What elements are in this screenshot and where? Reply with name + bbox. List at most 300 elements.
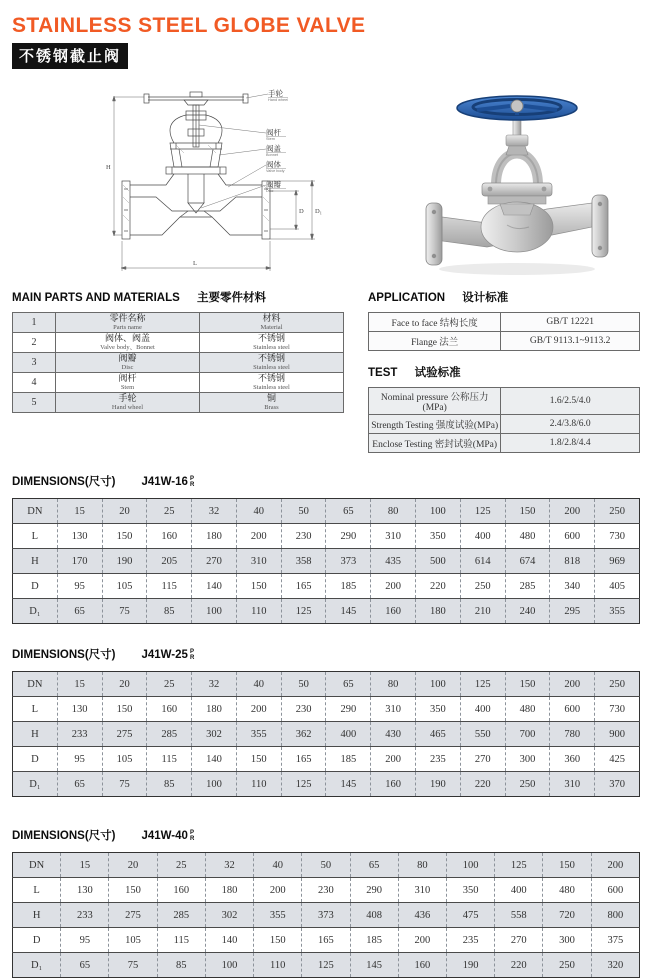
parts-table-body	[13, 313, 344, 413]
table-cell: 250	[460, 574, 505, 599]
table-cell: 360	[550, 747, 595, 772]
table-cell: 15	[61, 853, 109, 878]
table-cell: 250	[505, 772, 550, 797]
table-cell: 290	[326, 697, 371, 722]
table-cell: 600	[550, 697, 595, 722]
row-label-cell: D₁	[13, 953, 61, 978]
kv-value-cell: 2.4/3.8/6.0	[501, 415, 640, 434]
dimensions-heading-3	[12, 827, 640, 843]
table-row	[13, 499, 640, 524]
table-cell: 145	[326, 772, 371, 797]
table-cell: 145	[350, 953, 398, 978]
table-cell: 730	[595, 524, 640, 549]
parts-material-cell: 铜 Brass	[200, 393, 344, 413]
dim-label-H: H	[106, 164, 111, 171]
kv-value-cell: GB/T 9113.1~9113.2	[501, 332, 640, 351]
table-cell: 140	[192, 747, 237, 772]
table-cell: 125	[281, 772, 326, 797]
table-cell: 165	[281, 747, 326, 772]
row-label-cell: DN	[27, 678, 43, 690]
table-cell: 50	[281, 672, 326, 697]
table-cell: 150	[109, 878, 157, 903]
table-cell: 220	[460, 772, 505, 797]
table-cell: 115	[147, 747, 192, 772]
table-cell: 80	[371, 672, 416, 697]
row-label-cell: D	[13, 574, 58, 599]
table-row	[369, 415, 640, 434]
dim-label-D1: D₁	[315, 208, 322, 215]
table-cell: 50	[281, 499, 326, 524]
parts-material-cell: 材料 Material	[200, 313, 344, 333]
table-cell: 110	[254, 953, 302, 978]
kv-label-cell: Enclose Testing 密封试验(MPa)	[369, 434, 501, 453]
table-cell: 150	[254, 928, 302, 953]
page-title: STAINLESS STEEL GLOBE VALVE	[12, 14, 366, 37]
table-cell: 250	[595, 499, 640, 524]
table-cell: 310	[236, 549, 281, 574]
table-cell: 730	[595, 697, 640, 722]
table-cell: 200	[371, 747, 416, 772]
table-cell: 65	[326, 672, 371, 697]
dim-label-L: L	[193, 260, 197, 267]
table-cell: 150	[505, 499, 550, 524]
table-cell: 85	[157, 953, 205, 978]
table-cell: 310	[550, 772, 595, 797]
pr-suffix: P R	[189, 648, 195, 661]
row-label-cell: L	[13, 697, 58, 722]
dimensions-section-2	[12, 646, 640, 797]
drawing-part-labels	[266, 88, 288, 193]
table-cell: 180	[192, 524, 237, 549]
table-cell: 115	[147, 574, 192, 599]
table-cell: 125	[302, 953, 350, 978]
standards-section	[368, 289, 640, 453]
table-cell: 150	[236, 574, 281, 599]
kv-label-cell: Flange 法兰	[369, 332, 501, 351]
table-row	[13, 574, 640, 599]
parts-heading-en: MAIN PARTS AND MATERIALS	[12, 292, 180, 304]
table-row	[369, 434, 640, 453]
table-cell: 302	[205, 903, 253, 928]
row-label-cell: H	[13, 722, 58, 747]
table-cell: 100	[416, 672, 461, 697]
part-label-cn: 阀体	[266, 160, 281, 169]
table-cell: 20	[102, 499, 147, 524]
table-cell: 240	[505, 599, 550, 624]
table-cell: 95	[57, 574, 102, 599]
table-cell: 362	[281, 722, 326, 747]
table-cell: 15	[57, 672, 102, 697]
table-cell: 130	[61, 878, 109, 903]
row-label-cell: H	[13, 549, 58, 574]
table-row	[369, 313, 640, 332]
table-cell: 275	[102, 722, 147, 747]
row-label-cell: D₁	[13, 772, 58, 797]
table-cell: 80	[398, 853, 446, 878]
table-row	[13, 333, 344, 353]
table-cell: 150	[102, 524, 147, 549]
table-cell: 480	[543, 878, 591, 903]
dimensions-table-j41w16	[12, 498, 640, 624]
table-cell: 230	[302, 878, 350, 903]
table-cell: 355	[236, 722, 281, 747]
table-cell: 302	[192, 722, 237, 747]
table-row	[13, 599, 640, 624]
dimensions-heading-2	[12, 646, 640, 662]
table-cell: 220	[416, 574, 461, 599]
table-cell: 290	[350, 878, 398, 903]
table-cell: 65	[350, 853, 398, 878]
table-cell: 160	[398, 953, 446, 978]
table-cell: 230	[281, 524, 326, 549]
table-cell: 180	[205, 878, 253, 903]
table-row	[13, 747, 640, 772]
application-table	[368, 312, 640, 351]
table-cell: 270	[460, 747, 505, 772]
table-cell: 100	[192, 772, 237, 797]
parts-no-cell: 1	[13, 313, 56, 333]
table-row	[13, 772, 640, 797]
table-row	[369, 332, 640, 351]
table-cell: 185	[326, 747, 371, 772]
table-cell: 95	[57, 747, 102, 772]
table-cell: 25	[157, 853, 205, 878]
table-cell: 300	[505, 747, 550, 772]
table-cell: 100	[416, 499, 461, 524]
table-row	[13, 722, 640, 747]
figures-row	[12, 85, 640, 281]
table-cell: 160	[147, 524, 192, 549]
table-cell: 550	[460, 722, 505, 747]
table-cell: 373	[302, 903, 350, 928]
parts-no-cell: 5	[13, 393, 56, 413]
table-cell: 200	[371, 574, 416, 599]
table-cell: 160	[157, 878, 205, 903]
table-cell: 233	[61, 903, 109, 928]
row-label-cell: L	[13, 524, 58, 549]
valve-technical-drawing	[100, 85, 340, 277]
table-row	[13, 393, 344, 413]
table-cell: 205	[147, 549, 192, 574]
table-cell: 65	[57, 599, 102, 624]
technical-drawing-svg	[100, 85, 340, 277]
table-row	[13, 549, 640, 574]
table-cell: 250	[595, 672, 640, 697]
table-cell: 285	[157, 903, 205, 928]
table-cell: 160	[371, 599, 416, 624]
table-cell: 818	[550, 549, 595, 574]
table-cell: 150	[102, 697, 147, 722]
part-label-cn: 阀瓣	[266, 180, 281, 189]
table-cell: 200	[254, 878, 302, 903]
table-cell: 150	[543, 853, 591, 878]
parts-no-cell: 4	[13, 373, 56, 393]
table-cell: 220	[495, 953, 543, 978]
table-cell: 32	[192, 672, 237, 697]
table-cell: 600	[591, 878, 639, 903]
table-cell: 160	[147, 697, 192, 722]
table-cell: 85	[147, 772, 192, 797]
table-cell: 32	[192, 499, 237, 524]
table-cell: 435	[371, 549, 416, 574]
table-cell: 20	[102, 672, 147, 697]
table-cell: 310	[371, 697, 416, 722]
table-cell: 233	[57, 722, 102, 747]
table-cell: 25	[147, 499, 192, 524]
part-label-en: Disc	[266, 189, 274, 193]
table-cell: 285	[505, 574, 550, 599]
test-heading	[368, 364, 640, 380]
row-label-cell: D	[13, 928, 61, 953]
parts-heading-cn: 主要零件材料	[197, 292, 267, 304]
table-row	[13, 373, 344, 393]
table-cell: 180	[416, 599, 461, 624]
table-cell: 150	[505, 672, 550, 697]
part-label-en: Bonnet	[266, 153, 279, 157]
table-cell: 900	[595, 722, 640, 747]
parts-section	[12, 289, 344, 453]
table-cell: 400	[326, 722, 371, 747]
table-cell: 65	[57, 772, 102, 797]
table-cell: 355	[254, 903, 302, 928]
table-cell: 200	[550, 499, 595, 524]
dimensions-label: DIMENSIONS(尺寸)	[12, 830, 116, 842]
table-row	[13, 853, 640, 878]
table-cell: 295	[550, 599, 595, 624]
dimensions-section-3	[12, 827, 640, 978]
kv-label-cell: Face to face 结构长度	[369, 313, 501, 332]
dim-label-D: D	[299, 208, 304, 215]
parts-table	[12, 312, 344, 413]
table-row	[13, 878, 640, 903]
table-cell: 436	[398, 903, 446, 928]
dimensions-table-j41w40	[12, 852, 640, 978]
dimensions-label: DIMENSIONS(尺寸)	[12, 476, 116, 488]
test-heading-cn: 试验标准	[414, 367, 461, 379]
test-table	[368, 387, 640, 453]
table-cell: 160	[371, 772, 416, 797]
table-cell: 465	[416, 722, 461, 747]
parts-material-cell: 不锈钢 Stainless steel	[200, 373, 344, 393]
table-cell: 125	[460, 499, 505, 524]
table-cell: 170	[57, 549, 102, 574]
table-cell: 800	[591, 903, 639, 928]
table-cell: 400	[460, 697, 505, 722]
kv-label-cell: Strength Testing 强度试验(MPa)	[369, 415, 501, 434]
table-cell: 400	[460, 524, 505, 549]
table-cell: 140	[192, 574, 237, 599]
table-cell: 480	[505, 697, 550, 722]
table-row	[13, 928, 640, 953]
part-label-cn: 阀杆	[266, 128, 281, 137]
part-label-en: Hand wheel	[268, 98, 289, 102]
table-cell: 480	[505, 524, 550, 549]
table-cell: 125	[495, 853, 543, 878]
table-cell: 270	[495, 928, 543, 953]
table-cell: 110	[236, 772, 281, 797]
table-row	[13, 903, 640, 928]
parts-name-cell: 阀杆 Stem	[56, 373, 200, 393]
test-table-body	[369, 388, 640, 453]
table-cell: 700	[505, 722, 550, 747]
table-cell: 25	[147, 672, 192, 697]
table-cell: 310	[371, 524, 416, 549]
table-cell: 200	[236, 524, 281, 549]
table-cell: 400	[495, 878, 543, 903]
table-cell: 373	[326, 549, 371, 574]
table-cell: 190	[102, 549, 147, 574]
table-row	[369, 388, 640, 415]
table-cell: 969	[595, 549, 640, 574]
application-table-body	[369, 313, 640, 351]
parts-heading	[12, 289, 344, 305]
table-cell: 275	[109, 903, 157, 928]
table-cell: 285	[147, 722, 192, 747]
table-cell: 200	[398, 928, 446, 953]
table-cell: 40	[254, 853, 302, 878]
dimensions-section-1	[12, 473, 640, 624]
model-number: J41W-40	[141, 830, 188, 842]
table-cell: 290	[326, 524, 371, 549]
parts-no-cell: 2	[13, 333, 56, 353]
table-cell: 370	[595, 772, 640, 797]
dimensions-label: DIMENSIONS(尺寸)	[12, 649, 116, 661]
parts-name-cell: 阀瓣 Disc	[56, 353, 200, 373]
table-cell: 65	[326, 499, 371, 524]
table-cell: 100	[446, 853, 494, 878]
table-row	[13, 697, 640, 722]
table-cell: 100	[192, 599, 237, 624]
table-row	[13, 953, 640, 978]
test-heading-en: TEST	[368, 367, 398, 379]
table-cell: 430	[371, 722, 416, 747]
row-label-cell: H	[13, 903, 61, 928]
pr-suffix: P R	[189, 475, 195, 488]
table-cell: 125	[281, 599, 326, 624]
pr-suffix: P R	[189, 829, 195, 842]
table-cell: 50	[302, 853, 350, 878]
parts-name-cell: 手轮 Hand wheel	[56, 393, 200, 413]
table-cell: 200	[236, 697, 281, 722]
table-cell: 85	[147, 599, 192, 624]
dimensions-heading-1	[12, 473, 640, 489]
dimensions-table-j41w25	[12, 671, 640, 797]
table-cell: 20	[109, 853, 157, 878]
table-cell: 180	[192, 697, 237, 722]
row-label-cell: L	[13, 878, 61, 903]
table-cell: 780	[550, 722, 595, 747]
table-cell: 320	[591, 953, 639, 978]
table-cell: 425	[595, 747, 640, 772]
table-cell: 130	[57, 524, 102, 549]
table-cell: 358	[281, 549, 326, 574]
table-cell: 355	[595, 599, 640, 624]
table-cell: 408	[350, 903, 398, 928]
table-cell: 190	[416, 772, 461, 797]
table-cell: 105	[102, 747, 147, 772]
part-label-en: Stem	[266, 137, 275, 141]
parts-name-cell: 零件名称 Parts name	[56, 313, 200, 333]
row-label-cell: DN	[29, 859, 45, 871]
table-cell: 475	[446, 903, 494, 928]
table-cell: 310	[398, 878, 446, 903]
table-cell: 75	[102, 772, 147, 797]
table-cell: 100	[205, 953, 253, 978]
kv-value-cell: 1.6/2.5/4.0	[501, 388, 640, 415]
table-row	[13, 524, 640, 549]
parts-material-cell: 不锈钢 Stainless steel	[200, 333, 344, 353]
table-cell: 375	[591, 928, 639, 953]
table-cell: 600	[550, 524, 595, 549]
kv-label-cell: Nominal pressure 公称压力(MPa)	[369, 388, 501, 415]
model-number: J41W-16	[141, 476, 188, 488]
table-cell: 210	[460, 599, 505, 624]
model-number: J41W-25	[141, 649, 188, 661]
table-cell: 110	[236, 599, 281, 624]
parts-material-cell: 不锈钢 Stainless steel	[200, 353, 344, 373]
table-row	[13, 313, 344, 333]
table-cell: 350	[416, 524, 461, 549]
table-cell: 614	[460, 549, 505, 574]
table-cell: 340	[550, 574, 595, 599]
table-cell: 190	[446, 953, 494, 978]
table-cell: 200	[591, 853, 639, 878]
part-label-cn: 手轮	[268, 89, 283, 98]
table-cell: 350	[416, 697, 461, 722]
table-cell: 75	[102, 599, 147, 624]
table-cell: 405	[595, 574, 640, 599]
application-heading-cn: 设计标准	[462, 292, 509, 304]
table-cell: 130	[57, 697, 102, 722]
table-cell: 500	[416, 549, 461, 574]
valve-photo-svg	[412, 85, 622, 277]
info-tables-row	[12, 289, 640, 453]
table-cell: 674	[505, 549, 550, 574]
table-cell: 40	[236, 499, 281, 524]
table-cell: 75	[109, 953, 157, 978]
table-cell: 105	[102, 574, 147, 599]
part-label-en: Valve body	[266, 169, 285, 173]
row-label-cell: DN	[27, 505, 43, 517]
table-cell: 15	[57, 499, 102, 524]
table-cell: 95	[61, 928, 109, 953]
table-cell: 140	[205, 928, 253, 953]
valve-photo	[412, 85, 622, 277]
table-cell: 65	[61, 953, 109, 978]
table-cell: 230	[281, 697, 326, 722]
table-cell: 720	[543, 903, 591, 928]
table-cell: 270	[192, 549, 237, 574]
table-cell: 250	[543, 953, 591, 978]
table-cell: 200	[550, 672, 595, 697]
table-cell: 165	[302, 928, 350, 953]
table-cell: 300	[543, 928, 591, 953]
kv-value-cell: 1.8/2.8/4.4	[501, 434, 640, 453]
table-cell: 558	[495, 903, 543, 928]
row-label-cell: D₁	[13, 599, 58, 624]
row-label-cell: D	[13, 747, 58, 772]
table-cell: 145	[326, 599, 371, 624]
table-cell: 115	[157, 928, 205, 953]
table-row	[13, 672, 640, 697]
table-cell: 235	[446, 928, 494, 953]
table-cell: 105	[109, 928, 157, 953]
table-cell: 165	[281, 574, 326, 599]
page-subtitle-cn: 不锈钢截止阀	[12, 43, 128, 69]
table-row	[13, 353, 344, 373]
table-cell: 350	[446, 878, 494, 903]
table-cell: 40	[236, 672, 281, 697]
